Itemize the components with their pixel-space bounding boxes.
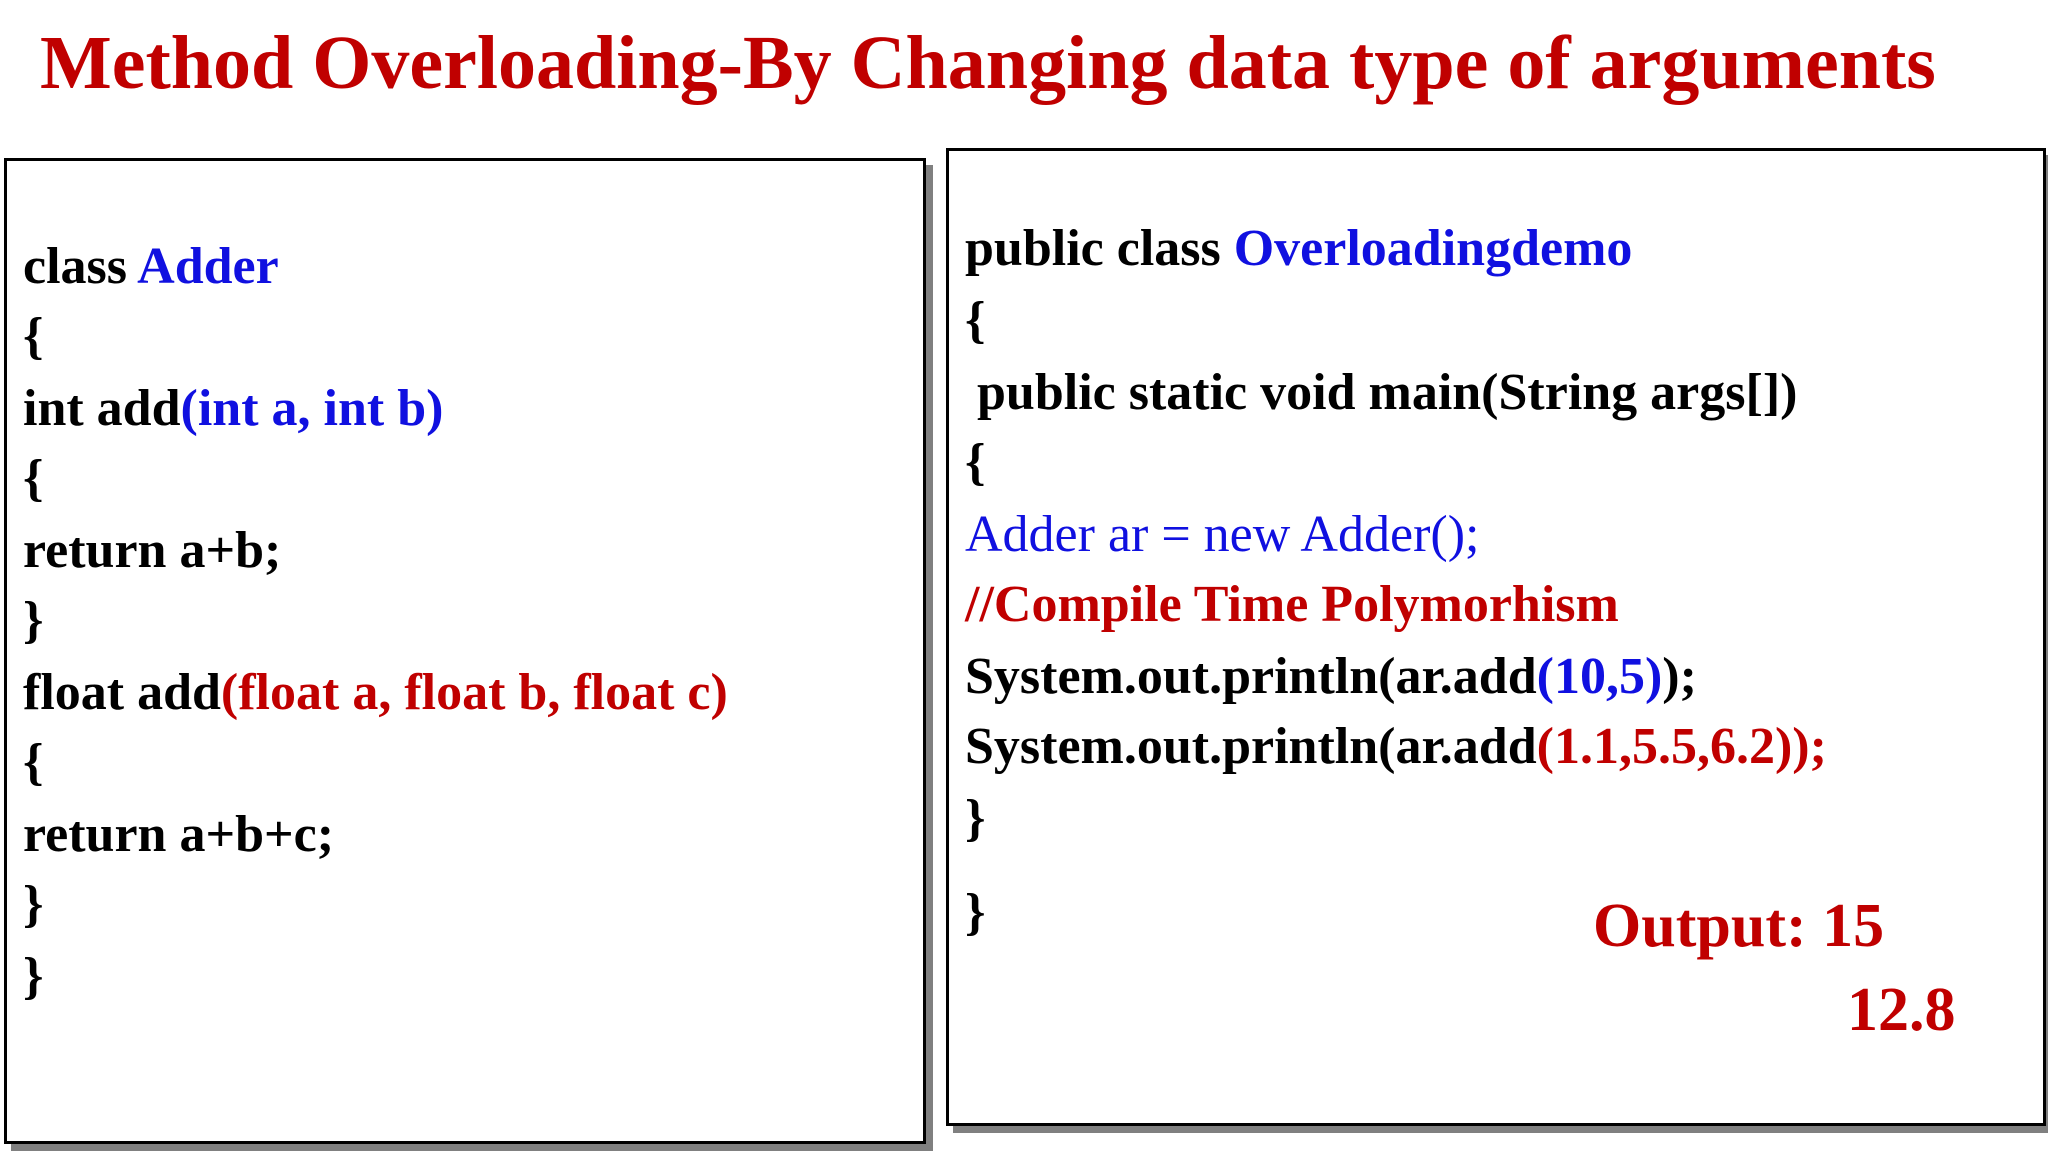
code-line-open-brace: { [23, 450, 44, 507]
code-line-open-brace: { [23, 734, 44, 791]
println-args: (10,5) [1536, 648, 1663, 705]
code-line-open-brace: { [965, 434, 986, 491]
code-line-public-class [965, 220, 1633, 277]
code-line-close-brace: } [965, 790, 986, 847]
output-label [1593, 892, 1885, 960]
method-params: (int a, int b) [180, 380, 444, 437]
println-end: ); [1662, 648, 1697, 705]
code-line-println-float [965, 718, 1827, 775]
code-line-close-brace: } [23, 948, 44, 1005]
println-args: (1.1,5.5,6.2) [1536, 718, 1793, 775]
code-line-main-method: public static void main(String args[]) [977, 364, 1798, 421]
println-end: ); [1792, 718, 1827, 775]
code-line-close-brace: } [965, 884, 986, 941]
main-class-code-panel [946, 148, 2046, 1126]
class-name: Overloadingdemo [1233, 220, 1633, 277]
class-keyword: class [23, 238, 127, 295]
code-line-close-brace: } [23, 592, 44, 649]
code-line-println-int [965, 648, 1697, 705]
method-signature: float add [23, 664, 221, 721]
println-call: System.out.println(ar.add [965, 648, 1537, 705]
adder-class-code-panel [4, 158, 926, 1144]
code-line-return-abc: return a+b+c; [23, 806, 335, 863]
class-keyword: public class [965, 220, 1221, 277]
code-line-open-brace: { [965, 292, 986, 349]
output-value-1: 15 [1822, 892, 1885, 960]
page-title: Method Overloading-By Changing data type of arguments [40, 21, 1936, 105]
method-params: (float a, float b, float c) [220, 664, 728, 721]
code-line-close-brace: } [23, 876, 44, 933]
output-value-2: 12.8 [1847, 976, 1956, 1044]
code-comment-polymorphism: //Compile Time Polymorhism [965, 576, 1619, 633]
code-line-new-adder: Adder ar = new Adder(); [965, 506, 1480, 563]
output-label-text: Output: [1593, 892, 1807, 960]
class-name: Adder [137, 238, 279, 295]
code-line-class-adder [23, 238, 279, 295]
println-call: System.out.println(ar.add [965, 718, 1537, 775]
code-line-float-add [23, 664, 728, 721]
code-line-return-ab: return a+b; [23, 522, 282, 579]
code-line-int-add [23, 380, 444, 437]
code-line-open-brace: { [23, 308, 44, 365]
method-signature: int add [23, 380, 181, 437]
